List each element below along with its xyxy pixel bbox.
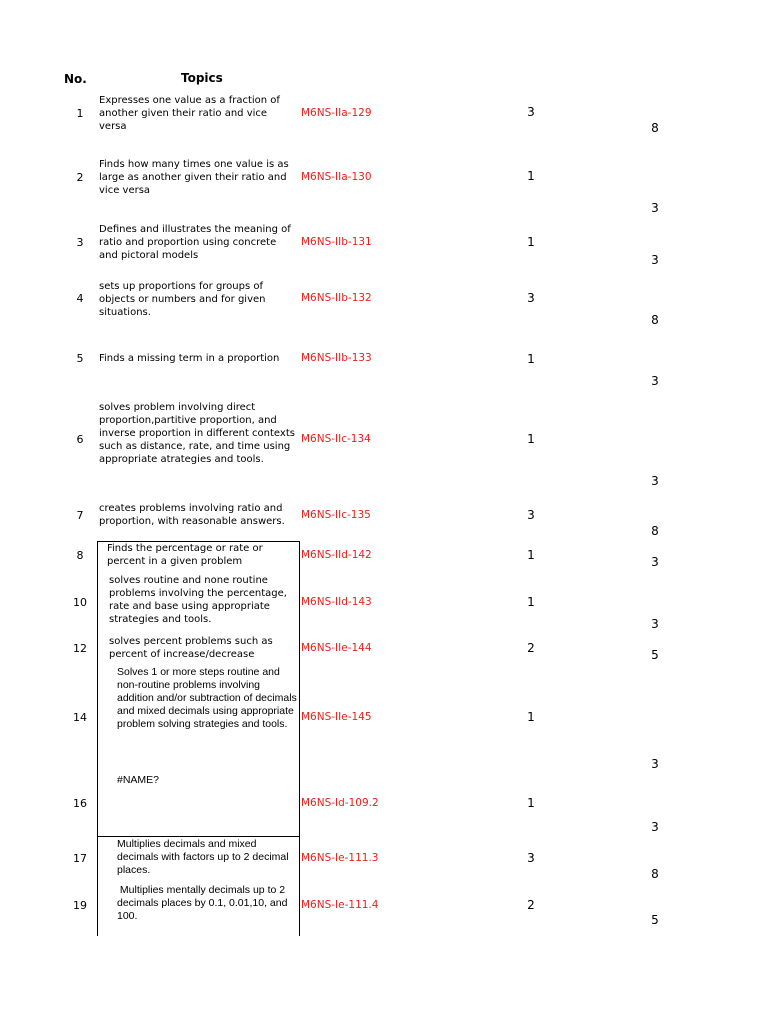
competency-code: M6NS-IIa-130 xyxy=(301,171,372,183)
competency-code: M6NS-IIa-129 xyxy=(301,107,372,119)
points-value: 8 xyxy=(651,313,659,327)
topic-text: Finds the percentage or rate or percent in a given problem xyxy=(107,543,263,567)
points-value: 3 xyxy=(651,201,659,215)
competency-code: M6NS-IIe-144 xyxy=(301,642,372,654)
competency-code: M6NS-Ie-111.4 xyxy=(301,899,379,911)
row-number: 14 xyxy=(73,711,87,724)
topic-text: solves percent problems such as percent of increase/decrease xyxy=(109,636,273,660)
points-value: 8 xyxy=(651,121,659,135)
item-count: 1 xyxy=(527,710,535,724)
row-number: 19 xyxy=(73,899,87,912)
item-count: 3 xyxy=(527,105,535,119)
competency-code: M6NS-Id-109.2 xyxy=(301,797,379,809)
item-count: 2 xyxy=(527,898,535,912)
points-value: 8 xyxy=(651,524,659,538)
topic-text: Solves 1 or more steps routine and non-routine problems involving addition and/or subtraction of decimals and mixed decimals using appropriate problem solving strategies and tools. xyxy=(117,666,297,730)
points-value: 3 xyxy=(651,474,659,488)
competency-code: M6NS-IIb-132 xyxy=(301,292,372,304)
topic-text: Multiplies decimals and mixed decimals with factors up to 2 decimal places. xyxy=(117,838,289,876)
item-count: 1 xyxy=(527,352,535,366)
topic-text: Multiplies mentally decimals up to 2 decimals places by 0.1, 0.01,10, and 100. xyxy=(117,884,291,922)
header-no: No. xyxy=(64,72,87,86)
header-topics: Topics xyxy=(181,71,223,85)
row-number: 3 xyxy=(76,236,84,249)
topic-text: Expresses one value as a fraction of another given their ratio and vice versa xyxy=(99,95,280,132)
topic-text: creates problems involving ratio and proportion, with reasonable answers. xyxy=(99,503,285,527)
topic-text: solves routine and none routine problems involving the percentage, rate and base using appropriate strategies and tools. xyxy=(109,575,287,625)
row-number: 6 xyxy=(76,433,84,446)
row-number: 7 xyxy=(76,509,84,522)
item-count: 1 xyxy=(527,432,535,446)
item-count: 1 xyxy=(527,595,535,609)
points-value: 3 xyxy=(651,374,659,388)
points-value: 8 xyxy=(651,867,659,881)
competency-code: M6NS-IIb-131 xyxy=(301,236,372,248)
points-value: 3 xyxy=(651,757,659,771)
competency-code: M6NS-IId-142 xyxy=(301,549,372,561)
row-number: 10 xyxy=(73,596,87,609)
points-value: 3 xyxy=(651,617,659,631)
item-count: 1 xyxy=(527,548,535,562)
item-count: 3 xyxy=(527,291,535,305)
row-number: 17 xyxy=(73,852,87,865)
competency-code: M6NS-IId-143 xyxy=(301,596,372,608)
topic-text: #NAME? xyxy=(117,774,160,786)
topic-text: Finds how many times one value is as large as another given their ratio and vice versa xyxy=(99,159,289,196)
points-value: 3 xyxy=(651,820,659,834)
item-count: 3 xyxy=(527,851,535,865)
item-count: 1 xyxy=(527,169,535,183)
points-value: 5 xyxy=(651,648,659,662)
points-value: 3 xyxy=(651,253,659,267)
topic-text: sets up proportions for groups of objects or numbers and for given situations. xyxy=(99,281,266,318)
points-value: 3 xyxy=(651,555,659,569)
row-number: 1 xyxy=(76,107,84,120)
item-count: 1 xyxy=(527,796,535,810)
row-number: 12 xyxy=(73,642,87,655)
competency-code: M6NS-IIc-134 xyxy=(301,433,371,445)
row-number: 5 xyxy=(76,352,84,365)
competency-code: M6NS-IIb-133 xyxy=(301,352,372,364)
item-count: 1 xyxy=(527,235,535,249)
item-count: 3 xyxy=(527,508,535,522)
row-number: 4 xyxy=(76,292,84,305)
competency-code: M6NS-IIc-135 xyxy=(301,509,371,521)
row-number: 8 xyxy=(76,549,84,562)
competency-code: M6NS-IIe-145 xyxy=(301,711,372,723)
row-number: 16 xyxy=(73,797,87,810)
row-number: 2 xyxy=(76,171,84,184)
topic-text: solves problem involving direct proportion,partitive proportion, and inverse proportion in different contexts such as distance, rate, and time using appropriate atrategies and tools. xyxy=(99,402,295,465)
points-value: 5 xyxy=(651,913,659,927)
competency-code: M6NS-Ie-111.3 xyxy=(301,852,379,864)
topic-text: Finds a missing term in a proportion xyxy=(99,353,280,364)
item-count: 2 xyxy=(527,641,535,655)
topic-text: Defines and illustrates the meaning of ratio and proportion using concrete and pictoral models xyxy=(99,224,291,261)
